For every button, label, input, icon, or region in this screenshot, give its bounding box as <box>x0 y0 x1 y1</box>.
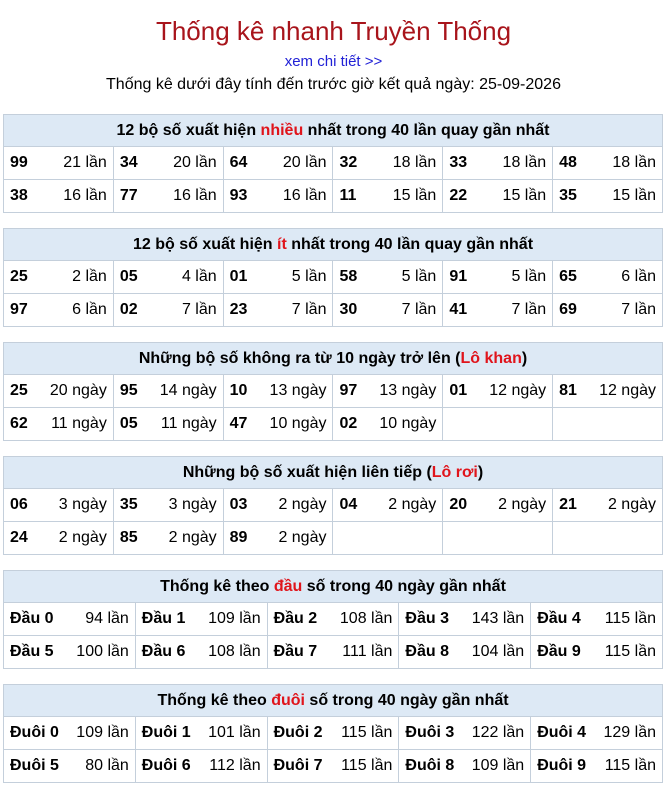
digit-label: Đầu 5 <box>10 643 54 660</box>
occurrence-count: 15 lần <box>392 187 437 204</box>
section-header <box>3 684 663 716</box>
lottery-number: 89 <box>229 529 248 546</box>
occurrence-count: 143 lần <box>471 610 525 627</box>
table-row <box>4 603 663 636</box>
section-header <box>3 456 663 488</box>
section-title-highlight: ít <box>277 236 287 253</box>
lottery-number: 20 <box>449 496 468 513</box>
occurrence-count: 16 lần <box>173 187 217 204</box>
occurrence-count: 10 ngày <box>379 415 437 432</box>
table-row <box>4 261 663 294</box>
lottery-number: 58 <box>339 268 358 285</box>
section-header <box>3 342 663 374</box>
section-title-text: Những bộ số xuất hiện liên tiếp ( <box>182 464 432 481</box>
dau-stats-section <box>3 570 663 669</box>
digit-label: Đuôi 7 <box>273 757 323 774</box>
table-cell <box>333 408 443 441</box>
table-cell <box>267 717 399 750</box>
table-row <box>4 717 663 750</box>
table-cell <box>333 375 443 408</box>
table-cell <box>223 522 333 555</box>
occurrence-count: 13 ngày <box>379 382 437 399</box>
digit-label: Đầu 2 <box>273 610 318 627</box>
table-cell <box>333 147 443 180</box>
lottery-number: 05 <box>119 268 138 285</box>
digit-label: Đầu 9 <box>537 643 581 660</box>
detail-link[interactable]: xem chi tiết >> <box>284 53 383 70</box>
occurrence-count: 2 ngày <box>168 529 217 546</box>
occurrence-count: 2 ngày <box>388 496 437 513</box>
section-title-text: số trong 40 ngày gần nhất <box>304 692 509 709</box>
digit-label: Đuôi 6 <box>141 757 191 774</box>
section-title-text: Những bộ số không ra từ 10 ngày trở lên ( <box>138 350 461 367</box>
occurrence-count: 5 lần <box>291 268 327 285</box>
table-cell <box>223 408 333 441</box>
table-cell <box>443 375 553 408</box>
table-row <box>4 375 663 408</box>
duoi-stats-section <box>3 684 663 783</box>
table-cell <box>553 294 663 327</box>
lo-khan-section <box>3 342 663 441</box>
occurrence-count: 7 lần <box>181 301 217 318</box>
table-cell <box>4 489 114 522</box>
table-cell <box>135 750 267 783</box>
table-cell <box>333 489 443 522</box>
lottery-number: 21 <box>559 496 577 513</box>
occurrence-count: 115 lần <box>604 757 656 774</box>
lottery-number: 01 <box>229 268 248 285</box>
table-cell <box>399 636 531 669</box>
table-cell <box>399 717 531 750</box>
occurrence-count: 112 lần <box>209 757 261 774</box>
stats-table <box>3 716 663 783</box>
occurrence-count: 18 lần <box>502 154 547 171</box>
occurrence-count: 100 lần <box>76 643 129 660</box>
least-frequent-section <box>3 228 663 327</box>
table-cell <box>333 522 443 555</box>
table-cell <box>135 636 267 669</box>
occurrence-count: 21 lần <box>63 154 107 171</box>
table-row <box>4 408 663 441</box>
table-row <box>4 636 663 669</box>
section-header <box>3 228 663 260</box>
table-cell <box>333 261 443 294</box>
occurrence-count: 115 lần <box>341 757 393 774</box>
occurrence-count: 4 lần <box>181 268 217 285</box>
table-cell <box>443 261 553 294</box>
occurrence-count: 12 ngày <box>489 382 547 399</box>
table-cell <box>553 522 663 555</box>
table-cell <box>333 294 443 327</box>
occurrence-count: 15 lần <box>502 187 547 204</box>
section-title-highlight: Lô rơi <box>431 464 478 481</box>
table-cell <box>223 294 333 327</box>
table-cell <box>4 603 136 636</box>
page-subtitle: Thống kê dưới đây tính đến trước giờ kết quả ngày: 25-09-2026 <box>106 76 561 93</box>
table-cell <box>4 294 114 327</box>
table-cell <box>4 408 114 441</box>
occurrence-count: 115 lần <box>341 724 393 741</box>
digit-label: Đầu 8 <box>405 643 449 660</box>
lottery-number: 95 <box>119 382 138 399</box>
lottery-number: 35 <box>119 496 138 513</box>
table-cell <box>4 750 136 783</box>
table-cell <box>333 180 443 213</box>
occurrence-count: 101 lần <box>208 724 261 741</box>
table-cell <box>4 522 114 555</box>
occurrence-count: 2 ngày <box>607 496 656 513</box>
table-row <box>4 522 663 555</box>
digit-label: Đầu 3 <box>405 610 449 627</box>
section-title-text: 12 bộ số xuất hiện <box>132 236 277 253</box>
table-cell <box>531 603 663 636</box>
digit-label: Đầu 6 <box>141 643 186 660</box>
occurrence-count: 20 lần <box>173 154 217 171</box>
occurrence-count: 13 ngày <box>269 382 327 399</box>
table-cell <box>443 294 553 327</box>
lottery-number: 81 <box>559 382 577 399</box>
digit-label: Đầu 7 <box>273 643 318 660</box>
occurrence-count: 12 ngày <box>599 382 656 399</box>
section-title-highlight: đầu <box>273 578 303 595</box>
occurrence-count: 122 lần <box>471 724 525 741</box>
lottery-number: 85 <box>119 529 138 546</box>
lottery-number: 69 <box>559 301 577 318</box>
occurrence-count: 2 ngày <box>278 496 327 513</box>
section-title-highlight: nhiều <box>260 122 304 139</box>
occurrence-count: 129 lần <box>603 724 656 741</box>
table-cell <box>113 147 223 180</box>
occurrence-count: 94 lần <box>85 610 129 627</box>
table-cell <box>553 147 663 180</box>
occurrence-count: 5 lần <box>401 268 437 285</box>
lottery-number: 34 <box>119 154 138 171</box>
table-cell <box>443 489 553 522</box>
table-cell <box>113 522 223 555</box>
digit-label: Đầu 1 <box>141 610 186 627</box>
occurrence-count: 6 lần <box>72 301 107 318</box>
lottery-number: 77 <box>119 187 138 204</box>
digit-label: Đuôi 1 <box>141 724 191 741</box>
table-cell <box>267 603 399 636</box>
stats-table <box>3 374 663 441</box>
lottery-number: 62 <box>10 415 28 432</box>
section-title-text: nhất trong 40 lần quay gần nhất <box>286 236 534 253</box>
lottery-number: 64 <box>229 154 248 171</box>
occurrence-count: 115 lần <box>604 643 656 660</box>
occurrence-count: 11 ngày <box>51 415 107 432</box>
lottery-number: 04 <box>339 496 358 513</box>
occurrence-count: 16 lần <box>282 187 327 204</box>
lottery-number: 10 <box>229 382 248 399</box>
table-cell <box>4 147 114 180</box>
table-cell <box>553 261 663 294</box>
section-header <box>3 570 663 602</box>
table-cell <box>113 261 223 294</box>
occurrence-count: 7 lần <box>621 301 656 318</box>
lottery-number: 23 <box>229 301 248 318</box>
lottery-number: 35 <box>559 187 577 204</box>
lottery-number: 33 <box>449 154 468 171</box>
table-cell <box>443 180 553 213</box>
page-title: Thống kê nhanh Truyền Thống <box>155 16 512 46</box>
occurrence-count: 115 lần <box>604 610 656 627</box>
lottery-number: 38 <box>10 187 28 204</box>
occurrence-count: 2 lần <box>72 268 107 285</box>
occurrence-count: 2 ngày <box>498 496 547 513</box>
stats-table <box>3 260 663 327</box>
lottery-number: 47 <box>229 415 248 432</box>
table-cell <box>4 261 114 294</box>
occurrence-count: 108 lần <box>339 610 393 627</box>
table-cell <box>223 147 333 180</box>
lottery-number: 99 <box>10 154 28 171</box>
digit-label: Đuôi 2 <box>273 724 323 741</box>
lottery-number: 24 <box>10 529 28 546</box>
digit-label: Đuôi 0 <box>10 724 59 741</box>
table-cell <box>531 717 663 750</box>
lottery-number: 30 <box>339 301 358 318</box>
table-cell <box>443 147 553 180</box>
table-cell <box>113 180 223 213</box>
stats-table <box>3 488 663 555</box>
table-cell <box>223 489 333 522</box>
occurrence-count: 5 lần <box>511 268 547 285</box>
stats-table <box>3 602 663 669</box>
lottery-number: 65 <box>559 268 577 285</box>
stats-table <box>3 146 663 213</box>
section-title-text: 12 bộ số xuất hiện <box>116 122 261 139</box>
table-cell <box>135 717 267 750</box>
table-cell <box>113 408 223 441</box>
table-row <box>4 294 663 327</box>
occurrence-count: 104 lần <box>471 643 525 660</box>
table-cell <box>553 408 663 441</box>
occurrence-count: 7 lần <box>291 301 327 318</box>
section-title-text: ) <box>477 464 484 481</box>
table-cell <box>223 180 333 213</box>
digit-label: Đuôi 5 <box>10 757 59 774</box>
table-cell <box>135 603 267 636</box>
lottery-number: 25 <box>10 268 28 285</box>
occurrence-count: 18 lần <box>392 154 437 171</box>
table-cell <box>531 750 663 783</box>
lottery-number: 02 <box>339 415 358 432</box>
table-cell <box>223 375 333 408</box>
table-cell <box>553 375 663 408</box>
digit-label: Đầu 0 <box>10 610 54 627</box>
table-cell <box>443 522 553 555</box>
table-cell <box>443 408 553 441</box>
lottery-number: 05 <box>119 415 138 432</box>
lottery-number: 97 <box>339 382 358 399</box>
occurrence-count: 111 lần <box>342 643 393 660</box>
lottery-number: 48 <box>559 154 577 171</box>
occurrence-count: 2 ngày <box>58 529 107 546</box>
occurrence-count: 16 lần <box>63 187 107 204</box>
lottery-number: 11 <box>339 187 357 204</box>
occurrence-count: 15 lần <box>612 187 656 204</box>
occurrence-count: 80 lần <box>85 757 129 774</box>
table-cell <box>399 750 531 783</box>
table-cell <box>4 375 114 408</box>
lottery-number: 25 <box>10 382 28 399</box>
digit-label: Đuôi 9 <box>537 757 587 774</box>
section-title-highlight: đuôi <box>271 692 305 709</box>
occurrence-count: 20 lần <box>282 154 327 171</box>
table-cell <box>267 750 399 783</box>
occurrence-count: 109 lần <box>471 757 525 774</box>
table-row <box>4 489 663 522</box>
table-row <box>4 180 663 213</box>
lottery-number: 06 <box>10 496 28 513</box>
table-cell <box>4 180 114 213</box>
table-cell <box>553 489 663 522</box>
lo-roi-section <box>3 456 663 555</box>
occurrence-count: 2 ngày <box>278 529 327 546</box>
digit-label: Đầu 4 <box>537 610 581 627</box>
section-title-highlight: Lô khan <box>460 350 522 367</box>
lottery-number: 01 <box>449 382 468 399</box>
lottery-number: 97 <box>10 301 28 318</box>
section-title-text: Thống kê theo <box>157 692 272 709</box>
table-cell <box>553 180 663 213</box>
section-title-text: số trong 40 ngày gần nhất <box>302 578 506 595</box>
occurrence-count: 109 lần <box>76 724 129 741</box>
lottery-number: 02 <box>119 301 138 318</box>
occurrence-count: 108 lần <box>208 643 261 660</box>
section-header <box>3 114 663 146</box>
section-title-text: nhất trong 40 lần quay gần nhất <box>303 122 550 139</box>
table-row <box>4 750 663 783</box>
table-cell <box>113 294 223 327</box>
top-frequent-section <box>3 114 663 213</box>
lottery-number: 41 <box>449 301 468 318</box>
occurrence-count: 18 lần <box>612 154 656 171</box>
occurrence-count: 3 ngày <box>58 496 107 513</box>
table-row <box>4 147 663 180</box>
table-cell <box>113 375 223 408</box>
lottery-number: 93 <box>229 187 248 204</box>
digit-label: Đuôi 8 <box>405 757 455 774</box>
table-cell <box>223 261 333 294</box>
digit-label: Đuôi 3 <box>405 724 455 741</box>
section-title-text: ) <box>521 350 528 367</box>
digit-label: Đuôi 4 <box>537 724 587 741</box>
occurrence-count: 14 ngày <box>159 382 217 399</box>
lottery-number: 32 <box>339 154 358 171</box>
table-cell <box>267 636 399 669</box>
lottery-number: 03 <box>229 496 248 513</box>
table-cell <box>399 603 531 636</box>
table-cell <box>531 636 663 669</box>
table-cell <box>4 636 136 669</box>
lottery-number: 91 <box>449 268 468 285</box>
occurrence-count: 6 lần <box>621 268 656 285</box>
occurrence-count: 20 ngày <box>49 382 107 399</box>
lottery-number: 22 <box>449 187 468 204</box>
occurrence-count: 10 ngày <box>269 415 327 432</box>
table-cell <box>113 489 223 522</box>
occurrence-count: 109 lần <box>208 610 261 627</box>
occurrence-count: 11 ngày <box>160 415 217 432</box>
section-title-text: Thống kê theo <box>160 578 274 595</box>
occurrence-count: 7 lần <box>511 301 547 318</box>
occurrence-count: 3 ngày <box>168 496 217 513</box>
table-cell <box>4 717 136 750</box>
occurrence-count: 7 lần <box>401 301 437 318</box>
